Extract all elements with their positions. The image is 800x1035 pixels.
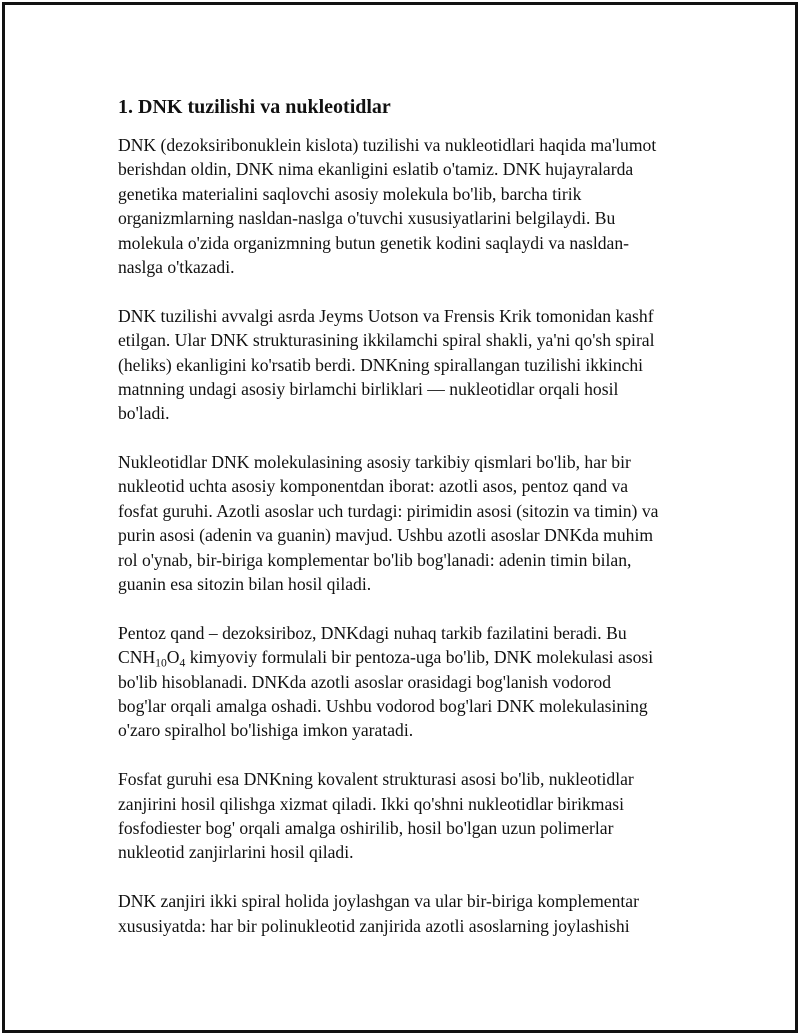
text-line: o'zaro spiralhol bo'lishiga imkon yaratadi.: [118, 720, 414, 741]
text-line: bo'lib hisoblanadi. DNKda azotli asoslar orasidagi bog'lanish vodorod: [118, 671, 612, 692]
text-line: Pentoz qand – dezoksiriboz, DNKdagi nuhaq tarkib fazilatini beradi. Bu: [118, 622, 627, 643]
formula-part: CNH: [118, 647, 156, 668]
paragraph-1: [118, 133, 718, 279]
text-line: guanin esa sitozin bilan hosil qiladi.: [118, 574, 372, 595]
text-line: berishdan oldin, DNK nima ekanligini eslatib o'tamiz. DNK hujayralarda: [118, 159, 634, 180]
text-line: zanjirini hosil qilishga xizmat qiladi. Ikki qo'shni nukleotidlar birikmasi: [118, 793, 624, 814]
text-line: rol o'ynab, bir-biriga komplementar bo'lib bog'lanadi: adenin timin bilan,: [118, 549, 632, 570]
text-line: nukleotid uchta asosiy komponentdan iborat: azotli asos, pentoz qand va: [118, 476, 629, 497]
text-line: DNK (dezoksiribonuklein kislota) tuzilishi va nukleotidlari haqida ma'lumot: [118, 135, 657, 155]
text-line: bog'lar orqali amalga oshadi. Ushbu vodorod bog'lari DNK molekulasining: [118, 695, 648, 716]
paragraph-2: [118, 304, 718, 426]
paragraph-4: [118, 621, 718, 743]
text-line: fosfodiester bog' orqali amalga oshirilib, hosil bo'lgan uzun polimerlar: [118, 817, 614, 838]
paragraph-5: [118, 767, 718, 865]
text-line: bo'ladi.: [118, 403, 170, 424]
paragraph-3: [118, 450, 718, 596]
text-line: nukleotid zanjirlarini hosil qiladi.: [118, 842, 354, 863]
text-line: xususiyatda: har bir polinukleotid zanjirida azotli asoslarning joylashishi: [118, 915, 630, 936]
section-title: 1. DNK tuzilishi va nukleotidlar: [118, 96, 391, 118]
text-line: (heliks) ekanligini ko'rsatib berdi. DNKning spirallangan tuzilishi ikkinchi: [118, 354, 644, 375]
text-line: etilgan. Ular DNK strukturasining ikkilamchi spiral shakli, ya'ni qo'sh spiral: [118, 330, 655, 351]
text-line: genetika materialini saqlovchi asosiy molekula bo'lib, barcha tirik: [118, 183, 582, 204]
text-line: matnning undagi asosiy birlamchi birliklari — nukleotidlar orqali hosil: [118, 378, 619, 399]
text-line: Fosfat guruhi esa DNKning kovalent strukturasi asosi bo'lib, nukleotidlar: [118, 769, 634, 790]
text-line: molekula o'zida organizmning butun genetik kodini saqlaydi va nasldan-: [118, 232, 629, 253]
text-line: purin asosi (adenin va guanin) mavjud. Ushbu azotli asoslar DNKda muhim: [118, 525, 654, 546]
paragraph-6: [118, 889, 718, 938]
text-line: naslga o'tkazadi.: [118, 256, 235, 277]
formula-part: O: [166, 647, 180, 668]
formula-subscript: 4: [179, 656, 186, 670]
text-segment: kimyoviy formulali bir pentoza-uga bo'lib, DNK molekulasi asosi: [185, 647, 654, 668]
text-line: fosfat guruhi. Azotli asoslar uch turdagi: pirimidin asosi (sitozin va timin) va: [118, 500, 659, 521]
text-line: Nukleotidlar DNK molekulasining asosiy tarkibiy qismlari bo'lib, har bir: [118, 452, 631, 473]
document-body: [118, 95, 718, 962]
formula-line: [118, 645, 718, 669]
formula-subscript: 10: [155, 656, 167, 670]
text-line: organizmlarning nasldan-naslga o'tuvchi xususiyatlarini belgilaydi. Bu: [118, 208, 616, 229]
text-line: DNK zanjiri ikki spiral holida joylashgan va ular bir-biriga komplementar: [118, 891, 639, 912]
text-line: DNK tuzilishi avvalgi asrda Jeyms Uotson va Frensis Krik tomonidan kashf: [118, 305, 654, 326]
